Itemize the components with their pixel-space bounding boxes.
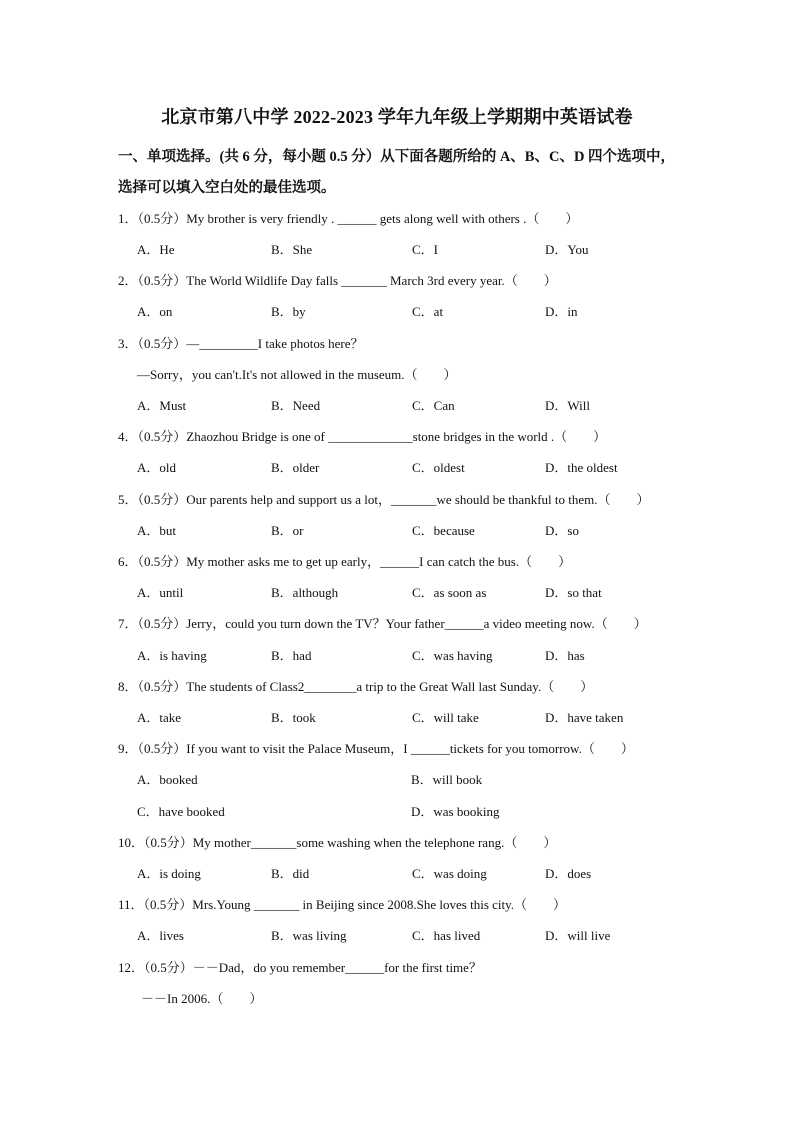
option-a: A．booked [137,772,198,787]
question-continuation: —Sorry，you can't.It's not allowed in the museum.（ ） [137,367,457,382]
option-b: B．She [271,242,313,257]
option-c: C．was doing [412,866,487,881]
question-10: 10．（0.5分）My mother_______some washing when the telephone rang.（ ） [118,835,557,850]
option-b: B．by [271,304,306,319]
question-1: 1．（0.5分）My brother is very friendly . ______ gets along well with others .（ ） [118,211,579,226]
option-b: B．will book [411,772,483,787]
option-b: B．did [271,866,310,881]
option-a: A．until [137,585,184,600]
option-c: C．have booked [137,804,225,819]
option-a: A．old [137,460,177,475]
option-d: D．Will [545,398,590,413]
option-c: C．because [412,523,475,538]
question-3: 3．（0.5分）—_________I take photos here？ [118,336,364,351]
option-c: C．Can [412,398,455,413]
option-c: C．at [412,304,444,319]
option-d: D．in [545,304,578,319]
option-a: A．take [137,710,182,725]
option-c: C．I [412,242,439,257]
option-a: A．is doing [137,866,201,881]
option-d: D．so that [545,585,602,600]
option-d: D．You [545,242,589,257]
question-9: 9．（0.5分）If you want to visit the Palace Museum，I ______tickets for you tomorrow.（ ） [118,741,634,756]
option-c: C．was having [412,648,493,663]
option-b: B．took [271,710,316,725]
question-7: 7．（0.5分）Jerry，could you turn down the TV？Your father______a video meeting now.（ ） [118,616,647,631]
option-b: B．was living [271,928,347,943]
question-continuation: －－In 2006.（ ） [141,991,263,1006]
question-11: 11．（0.5分）Mrs.Young _______ in Beijing since 2008.She loves this city.（ ） [118,897,567,912]
option-d: D．the oldest [545,460,618,475]
option-d: D．does [545,866,592,881]
exam-title: 北京市第八中学 2022-2023 学年九年级上学期期中英语试卷 [161,107,633,127]
option-a: A．on [137,304,173,319]
option-c: C．oldest [412,460,465,475]
question-5: 5．（0.5分）Our parents help and support us a lot，_______we should be thankful to them.（ ） [118,492,650,507]
option-a: A．Must [137,398,187,413]
option-d: D．have taken [545,710,624,725]
option-b: B．older [271,460,320,475]
option-a: A．is having [137,648,207,663]
question-2: 2．（0.5分）The World Wildlife Day falls _______ March 3rd every year.（ ） [118,273,557,288]
option-b: B．had [271,648,312,663]
section-heading: 一、单项选择。(共 6 分，每小题 0.5 分）从下面各题所给的 A、B、C、D 四个选项中，选择可以填入空白处的最佳选项。 [118,149,676,196]
question-12: 12．（0.5分）－－Dad，do you remember______for the first time？ [118,960,482,975]
option-b: B．or [271,523,304,538]
option-b: B．Need [271,398,321,413]
question-8: 8．（0.5分）The students of Class2________a trip to the Great Wall last Sunday.（ ） [118,679,594,694]
option-d: D．will live [545,928,611,943]
option-a: A．He [137,242,175,257]
option-c: C．as soon as [412,585,487,600]
option-b: B．although [271,585,339,600]
option-c: C．will take [412,710,479,725]
option-d: D．has [545,648,585,663]
option-d: D．was booking [411,804,500,819]
option-a: A．but [137,523,177,538]
question-6: 6．（0.5分）My mother asks me to get up early，______I can catch the bus.（ ） [118,554,572,569]
option-d: D．so [545,523,579,538]
option-a: A．lives [137,928,184,943]
question-4: 4．（0.5分）Zhaozhou Bridge is one of _____________stone bridges in the world .（ ） [118,429,607,444]
option-c: C．has lived [412,928,481,943]
